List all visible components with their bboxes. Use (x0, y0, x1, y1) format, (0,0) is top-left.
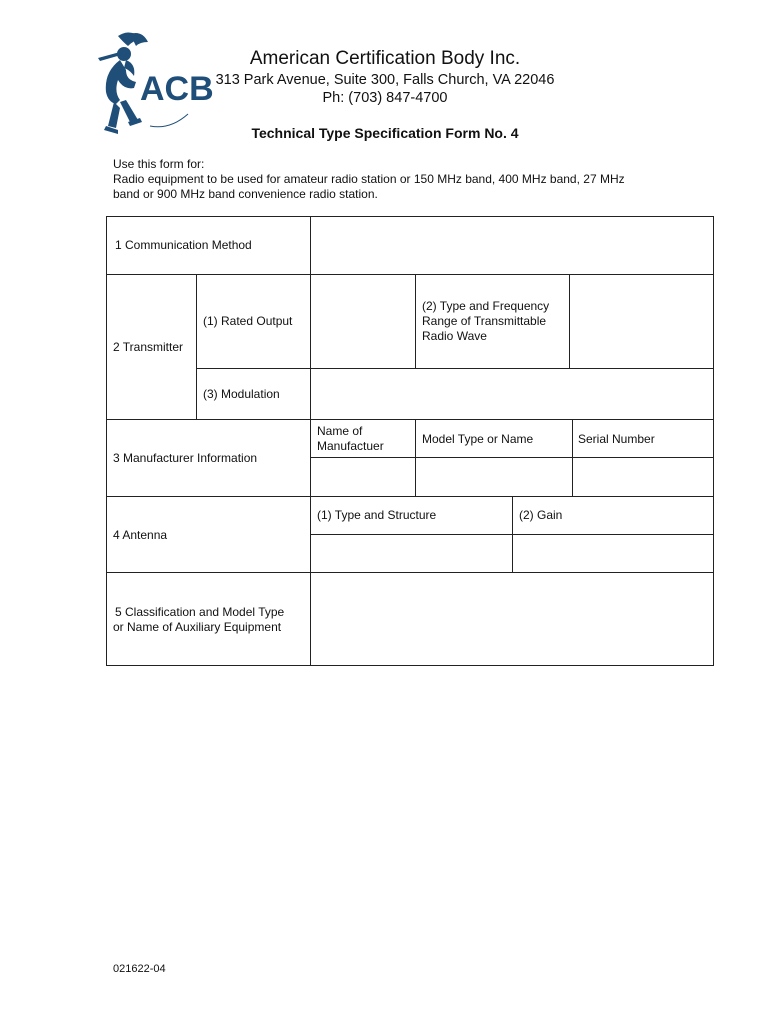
manufacturer-name-field[interactable] (311, 458, 415, 496)
rated-output-label: (1) Rated Output (203, 314, 293, 328)
communication-method-label: 1 Communication Method (115, 238, 252, 252)
antenna-gain-field[interactable] (513, 535, 713, 572)
form-code: 021622-04 (113, 963, 166, 975)
classification-label-line1: 5 Classification and Model Type (115, 605, 285, 619)
modulation-field[interactable] (311, 369, 713, 419)
model-type-label: Model Type or Name (422, 432, 534, 446)
logo-text: ACB (140, 70, 214, 108)
manufacturer-information-label: 3 Manufacturer Information (113, 451, 258, 465)
classification-label-line2: or Name of Auxiliary Equipment (113, 620, 282, 634)
form-title: Technical Type Specification Form No. 4 (251, 125, 519, 141)
auxiliary-equipment-field[interactable] (311, 573, 713, 665)
model-type-field[interactable] (416, 458, 572, 496)
intro-line-3: band or 900 MHz band convenience radio station. (113, 187, 378, 201)
type-frequency-label-line2: Range of Transmittable (422, 314, 547, 328)
communication-method-field[interactable] (311, 217, 713, 274)
type-structure-label: (1) Type and Structure (317, 508, 437, 522)
organization-name: American Certification Body Inc. (249, 48, 521, 69)
antenna-type-structure-field[interactable] (311, 535, 512, 572)
intro-line-2: Radio equipment to be used for amateur radio station or 150 MHz band, 400 MHz band, 27 MHz (113, 172, 625, 186)
modulation-label: (3) Modulation (203, 387, 280, 401)
name-of-manufacturer-label-line2: Manufactuer (317, 439, 384, 453)
name-of-manufacturer-label-line1: Name of (317, 424, 363, 438)
type-frequency-label-line3: Radio Wave (422, 329, 487, 343)
type-frequency-label-line1: (2) Type and Frequency (422, 299, 550, 313)
antenna-label: 4 Antenna (113, 528, 168, 542)
transmitter-label: 2 Transmitter (113, 340, 184, 354)
rated-output-field[interactable] (311, 275, 415, 368)
serial-number-field[interactable] (573, 458, 713, 496)
gain-label: (2) Gain (519, 508, 563, 522)
intro-line-1: Use this form for: (113, 157, 205, 171)
type-frequency-field[interactable] (570, 275, 713, 368)
organization-address: 313 Park Avenue, Suite 300, Falls Church, VA 22046 (215, 72, 555, 88)
serial-number-label: Serial Number (578, 432, 655, 446)
organization-phone: Ph: (703) 847-4700 (322, 90, 448, 106)
